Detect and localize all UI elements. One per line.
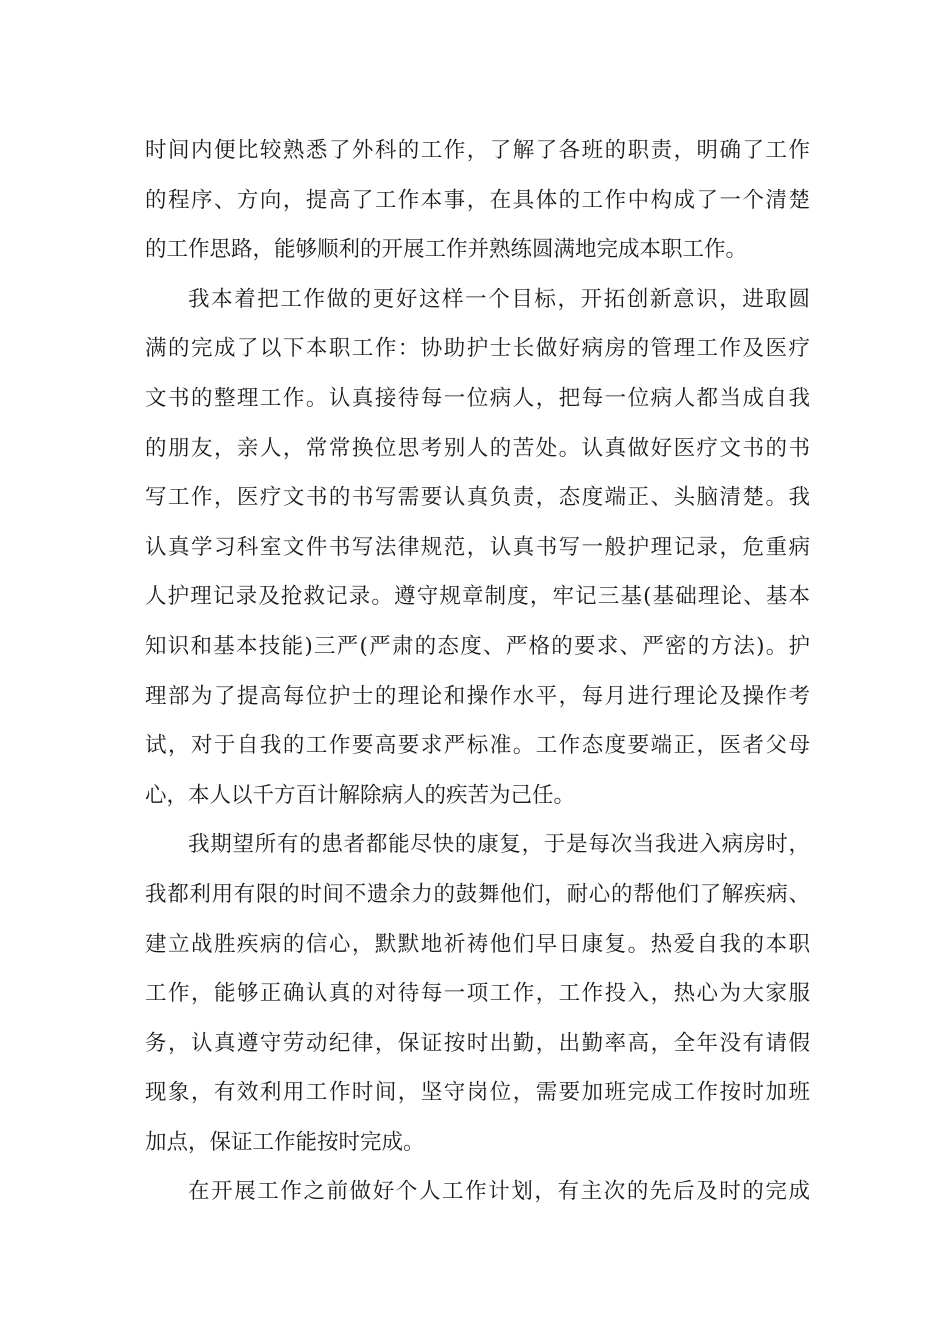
text-line: 我都利用有限的时间不遗余力的鼓舞他们，耐心的帮他们了解疾病、 (145, 881, 810, 907)
text-line: 我期望所有的患者都能尽快的康复，于是每次当我进入病房时， (188, 832, 810, 858)
text-line: 工作，能够正确认真的对待每一项工作，工作投入，热心为大家服 (145, 981, 810, 1007)
text-line: 试，对于自我的工作要高要求严标准。工作态度要端正，医者父母 (145, 733, 810, 759)
text-line: 认真学习科室文件书写法律规范，认真书写一般护理记录，危重病 (145, 534, 810, 560)
text-line: 加点，保证工作能按时完成。 (145, 1129, 425, 1155)
text-line: 时间内便比较熟悉了外科的工作，了解了各班的职责，明确了工作 (145, 138, 810, 163)
text-line: 的朋友，亲人，常常换位思考别人的苦处。认真做好医疗文书的书 (145, 435, 810, 461)
text-line: 写工作，医疗文书的书写需要认真负责，态度端正、头脑清楚。我 (145, 485, 810, 511)
text-line: 务，认真遵守劳动纪律，保证按时出勤，出勤率高，全年没有请假 (145, 1030, 810, 1056)
text-line: 心，本人以千方百计解除病人的疾苦为己任。 (145, 782, 576, 808)
document-body (145, 126, 810, 1217)
text-line: 建立战胜疾病的信心，默默地祈祷他们早日康复。热爱自我的本职 (145, 931, 810, 957)
text-line: 满的完成了以下本职工作：协助护士长做好病房的管理工作及医疗 (145, 336, 810, 362)
text-line: 在开展工作之前做好个人工作计划，有主次的先后及时的完成 (188, 1179, 810, 1205)
text-line: 人护理记录及抢救记录。遵守规章制度，牢记三基(基础理论、基本 (145, 584, 810, 610)
text-line: 的工作思路，能够顺利的开展工作并熟练圆满地完成本职工作。 (145, 237, 748, 263)
text-line: 现象，有效利用工作时间，坚守岗位，需要加班完成工作按时加班 (145, 1080, 810, 1106)
text-line: 我本着把工作做的更好这样一个目标，开拓创新意识，进取圆 (188, 286, 810, 312)
text-line: 知识和基本技能)三严(严肃的态度、严格的要求、严密的方法)。护 (145, 633, 810, 659)
text-line: 文书的整理工作。认真接待每一位病人，把每一位病人都当成自我 (145, 385, 810, 411)
text-line: 理部为了提高每位护士的理论和操作水平，每月进行理论及操作考 (145, 683, 810, 709)
text-line: 的程序、方向，提高了工作本事，在具体的工作中构成了一个清楚 (145, 187, 810, 213)
